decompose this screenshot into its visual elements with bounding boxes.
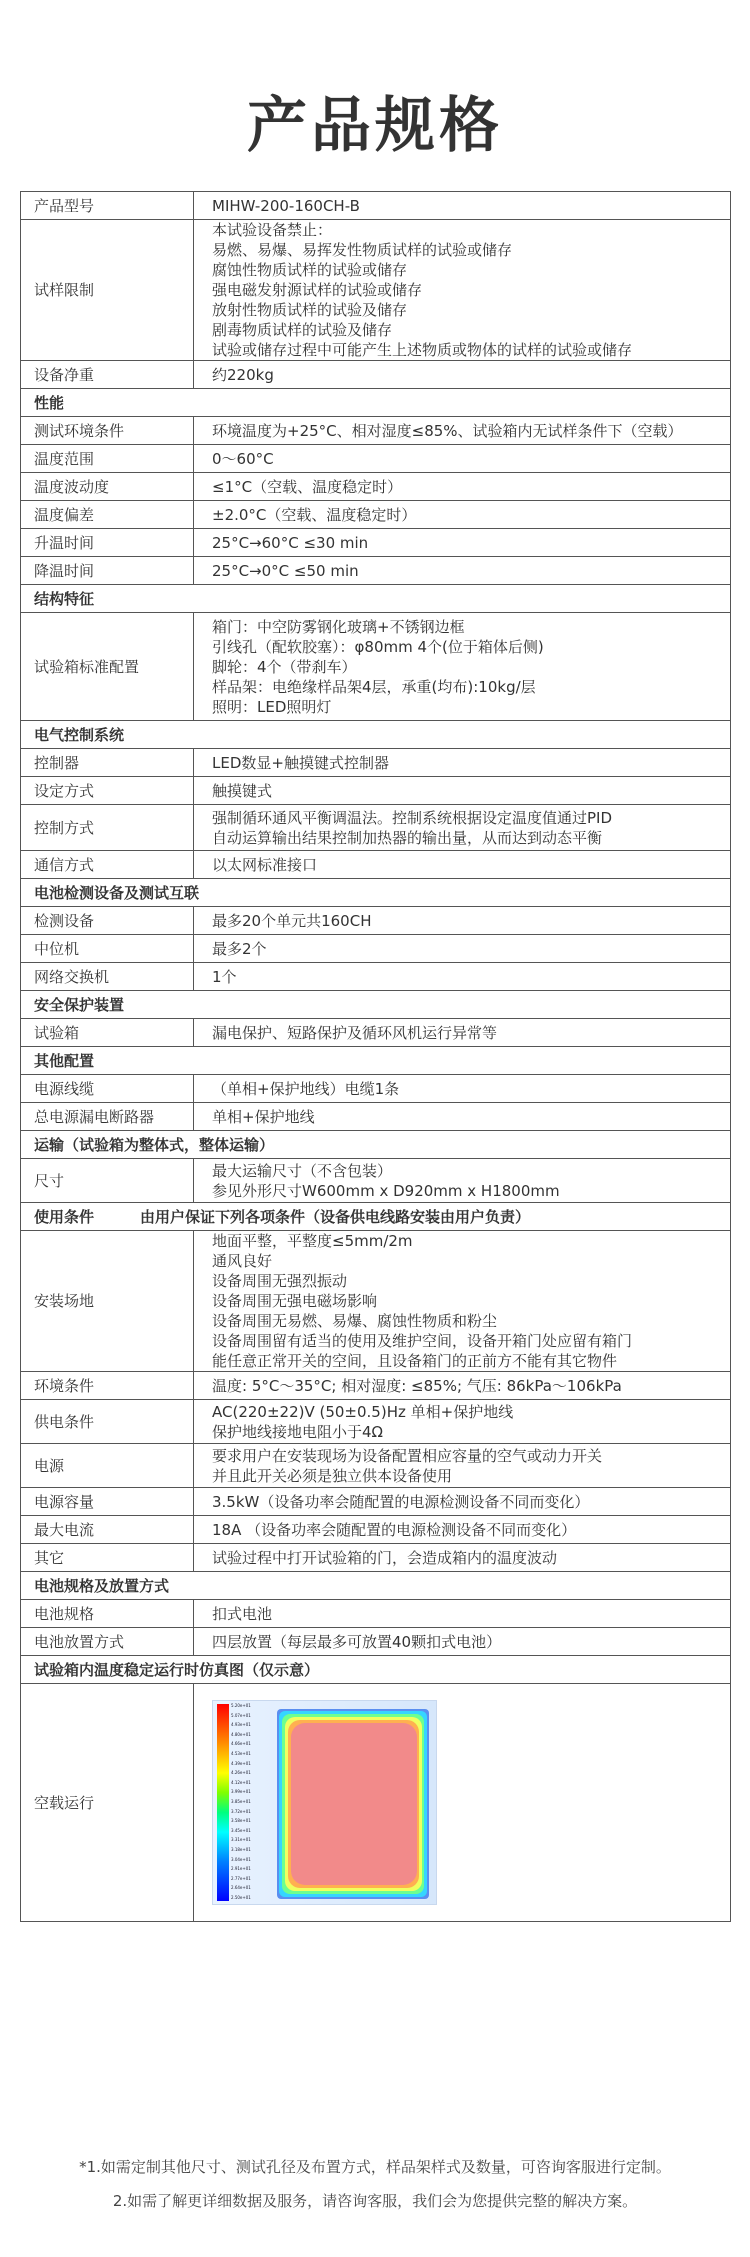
spec-label: 试验箱标准配置 bbox=[21, 613, 194, 721]
spec-label: 其它 bbox=[21, 1544, 194, 1572]
section-label: 其他配置 bbox=[34, 1051, 95, 1070]
spec-value-line: （单相+保护地线）电缆1条 bbox=[212, 1079, 400, 1098]
scale-label: 4.12e+01 bbox=[231, 1779, 251, 1785]
spec-value-line: 能任意正常开关的空间，且设备箱门的正前方不能有其它物件 bbox=[212, 1352, 618, 1370]
spec-value bbox=[194, 777, 731, 805]
section-header bbox=[21, 721, 731, 749]
spec-row bbox=[21, 1544, 731, 1572]
spec-row bbox=[21, 1372, 731, 1400]
footnote-2: 2.如需了解更详细数据及服务，请咨询客服，我们会为您提供完整的解决方案。 bbox=[112, 2192, 638, 2210]
scale-label: 3.58e+01 bbox=[231, 1818, 251, 1824]
spec-value bbox=[194, 749, 731, 777]
spec-value-line: 并且此开关必须是独立供本设备使用 bbox=[212, 1466, 453, 1485]
spec-label: 产品型号 bbox=[21, 192, 194, 220]
spec-row bbox=[21, 1600, 731, 1628]
section-title bbox=[21, 1572, 731, 1600]
spec-value-line: 自动运算输出结果控制加热器的输出量，从而达到动态平衡 bbox=[212, 828, 603, 847]
section-title bbox=[21, 1656, 731, 1684]
section-header bbox=[21, 879, 731, 907]
spec-label: 电池规格 bbox=[21, 1600, 194, 1628]
spec-table bbox=[20, 191, 731, 1922]
spec-value-line: 强制循环通风平衡调温法。控制系统根据设定温度值通过PID bbox=[212, 808, 613, 827]
spec-value bbox=[194, 1103, 731, 1131]
spec-value-line: 3.5kW（设备功率会随配置的电源检测设备不同而变化） bbox=[212, 1492, 590, 1511]
scale-label: 4.39e+01 bbox=[231, 1760, 251, 1766]
scale-label: 2.50e+01 bbox=[231, 1895, 251, 1900]
section-label: 电池检测设备及测试互联 bbox=[34, 883, 200, 902]
spec-value-line: 通风良好 bbox=[212, 1252, 273, 1270]
spec-value-line: 脚轮：4个（带刹车） bbox=[212, 657, 357, 676]
spec-value bbox=[194, 1075, 731, 1103]
spec-value-line: 箱门：中空防雾钢化玻璃+不锈钢边框 bbox=[212, 617, 465, 636]
scale-label: 4.53e+01 bbox=[231, 1751, 251, 1756]
spec-value-line: 设备周围无强烈振动 bbox=[212, 1272, 348, 1290]
spec-value-line: 温度: 5°C～35°C; 相对湿度: ≤85%; 气压: 86kPa～106kPa bbox=[212, 1376, 622, 1395]
section-title bbox=[21, 991, 731, 1019]
spec-value bbox=[194, 361, 731, 389]
spec-label: 环境条件 bbox=[21, 1372, 194, 1400]
spec-value bbox=[194, 851, 731, 879]
section-header bbox=[21, 585, 731, 613]
spec-label: 试验箱 bbox=[21, 1019, 194, 1047]
spec-value-line: 设备周围无强电磁场影响 bbox=[212, 1292, 378, 1310]
spec-value-line: 设备周围留有适当的使用及维护空间，设备开箱门处应留有箱门 bbox=[212, 1332, 633, 1350]
spec-value-line: 扣式电池 bbox=[212, 1604, 273, 1623]
spec-label: 设备净重 bbox=[21, 361, 194, 389]
section-label: 电池规格及放置方式 bbox=[34, 1576, 170, 1595]
spec-value-line: 地面平整，平整度≤5mm/2m bbox=[212, 1232, 413, 1250]
spec-row bbox=[21, 529, 731, 557]
spec-label: 空载运行 bbox=[21, 1684, 194, 1922]
spec-row bbox=[21, 220, 731, 361]
temperature-field bbox=[277, 1709, 429, 1899]
scale-label: 3.04e+01 bbox=[231, 1856, 251, 1862]
scale-label: 3.31e+01 bbox=[231, 1837, 251, 1843]
spec-label: 供电条件 bbox=[21, 1400, 194, 1444]
spec-row bbox=[21, 557, 731, 585]
spec-row bbox=[21, 361, 731, 389]
spec-label: 最大电流 bbox=[21, 1516, 194, 1544]
spec-value-line: AC(220±22)V (50±0.5)Hz 单相+保护地线 bbox=[212, 1402, 514, 1421]
spec-label: 测试环境条件 bbox=[21, 417, 194, 445]
spec-value-line: 强电磁发射源试样的试验或储存 bbox=[212, 281, 423, 299]
spec-value bbox=[194, 805, 731, 851]
spec-row bbox=[21, 749, 731, 777]
section-label: 结构特征 bbox=[34, 589, 95, 608]
spec-value-line: 腐蚀性物质试样的试验或储存 bbox=[212, 261, 408, 279]
spec-value bbox=[194, 1019, 731, 1047]
section-label: 安全保护装置 bbox=[34, 995, 125, 1014]
section-title bbox=[21, 879, 731, 907]
scale-label: 4.66e+01 bbox=[231, 1741, 251, 1747]
spec-value bbox=[194, 1372, 731, 1400]
spec-label: 中位机 bbox=[21, 935, 194, 963]
spec-value-line: 25°C→0°C ≤50 min bbox=[212, 561, 359, 580]
scale-label: 3.99e+01 bbox=[231, 1789, 251, 1795]
spec-row bbox=[21, 1019, 731, 1047]
section-title bbox=[21, 1047, 731, 1075]
spec-label: 网络交换机 bbox=[21, 963, 194, 991]
spec-label: 电源 bbox=[21, 1444, 194, 1488]
footnote-1: *1.如需定制其他尺寸、测试孔径及布置方式，样品架样式及数量，可咨询客服进行定制。 bbox=[79, 2158, 671, 2176]
spec-value-line: 以太网标准接口 bbox=[212, 855, 318, 874]
spec-row bbox=[21, 501, 731, 529]
section-title bbox=[21, 389, 731, 417]
spec-value-line: 25°C→60°C ≤30 min bbox=[212, 533, 369, 552]
spec-label: 试样限制 bbox=[21, 220, 194, 361]
spec-value-line: 单相+保护地线 bbox=[212, 1107, 315, 1126]
scale-label: 2.77e+01 bbox=[231, 1875, 251, 1881]
section-title bbox=[21, 1203, 731, 1231]
spec-row bbox=[21, 445, 731, 473]
spec-value-line: 放射性物质试样的试验及储存 bbox=[212, 301, 408, 319]
section-title bbox=[21, 721, 731, 749]
spec-value bbox=[194, 907, 731, 935]
spec-label: 温度波动度 bbox=[21, 473, 194, 501]
spec-value bbox=[194, 1684, 731, 1922]
spec-value bbox=[194, 1516, 731, 1544]
spec-value bbox=[194, 1600, 731, 1628]
spec-value bbox=[194, 417, 731, 445]
spec-value bbox=[194, 613, 731, 721]
spec-value-line: 试验或储存过程中可能产生上述物质或物体的试样的试验或储存 bbox=[212, 341, 633, 359]
spec-value-line: 1个 bbox=[212, 967, 237, 986]
spec-value bbox=[194, 1544, 731, 1572]
spec-value-line: 易燃、易爆、易挥发性物质试样的试验或储存 bbox=[212, 241, 513, 259]
spec-value-line: 最多2个 bbox=[212, 939, 267, 958]
spec-value-line: 引线孔（配软胶塞）：φ80mm 4个(位于箱体后侧) bbox=[212, 637, 544, 656]
spec-value bbox=[194, 529, 731, 557]
section-title bbox=[21, 585, 731, 613]
spec-row bbox=[21, 1075, 731, 1103]
spec-label: 温度偏差 bbox=[21, 501, 194, 529]
spec-label: 温度范围 bbox=[21, 445, 194, 473]
section-header bbox=[21, 1572, 731, 1600]
spec-row bbox=[21, 1684, 731, 1922]
spec-label: 电源容量 bbox=[21, 1488, 194, 1516]
spec-value bbox=[194, 473, 731, 501]
scale-label: 3.45e+01 bbox=[231, 1827, 251, 1833]
spec-value-line: 保护地线接地电阻小于4Ω bbox=[212, 1422, 384, 1441]
spec-value-line: 剧毒物质试样的试验及储存 bbox=[212, 321, 393, 339]
spec-value-line: 样品架：电绝缘样品架4层，承重(均布):10kg/层 bbox=[212, 677, 536, 696]
temperature-simulation-image bbox=[212, 1700, 437, 1905]
spec-label: 升温时间 bbox=[21, 529, 194, 557]
color-scale-bar bbox=[217, 1704, 229, 1901]
spec-label: 控制方式 bbox=[21, 805, 194, 851]
spec-value-line: ≤1°C（空载、温度稳定时） bbox=[212, 477, 403, 496]
spec-value-line: 本试验设备禁止： bbox=[212, 221, 333, 239]
section-header bbox=[21, 1203, 731, 1231]
spec-label: 安装场地 bbox=[21, 1231, 194, 1372]
scale-label: 5.20e+01 bbox=[231, 1703, 251, 1708]
section-label: 运输（试验箱为整体式，整体运输） bbox=[34, 1135, 275, 1154]
spec-value bbox=[194, 557, 731, 585]
spec-label: 尺寸 bbox=[21, 1159, 194, 1203]
page-title: 产品规格 bbox=[247, 91, 503, 161]
spec-value-line: 18A （设备功率会随配置的电源检测设备不同而变化） bbox=[212, 1520, 577, 1539]
spec-row bbox=[21, 805, 731, 851]
spec-row bbox=[21, 1488, 731, 1516]
section-label: 电气控制系统 bbox=[34, 725, 125, 744]
spec-row bbox=[21, 192, 731, 220]
section-sublabel: 由用户保证下列各项条件（设备供电线路安装由用户负责） bbox=[140, 1207, 531, 1226]
spec-row bbox=[21, 1159, 731, 1203]
spec-label: 设定方式 bbox=[21, 777, 194, 805]
scale-label: 2.64e+01 bbox=[231, 1885, 251, 1891]
section-header bbox=[21, 1131, 731, 1159]
footnotes bbox=[0, 2150, 750, 2218]
section-label: 试验箱内温度稳定运行时仿真图（仅示意） bbox=[34, 1660, 320, 1679]
spec-row bbox=[21, 777, 731, 805]
spec-value bbox=[194, 501, 731, 529]
scale-label: 3.72e+01 bbox=[231, 1808, 251, 1814]
spec-value bbox=[194, 1628, 731, 1656]
scale-label: 2.91e+01 bbox=[231, 1866, 251, 1872]
spec-value-line: ±2.0°C（空载、温度稳定时） bbox=[212, 505, 417, 524]
spec-label: 降温时间 bbox=[21, 557, 194, 585]
spec-value bbox=[194, 1488, 731, 1516]
section-header bbox=[21, 1656, 731, 1684]
scale-label: 4.93e+01 bbox=[231, 1722, 251, 1728]
spec-row bbox=[21, 417, 731, 445]
spec-label: 电池放置方式 bbox=[21, 1628, 194, 1656]
spec-value bbox=[194, 445, 731, 473]
spec-value-line: 约220kg bbox=[212, 365, 274, 384]
spec-row bbox=[21, 473, 731, 501]
spec-label: 控制器 bbox=[21, 749, 194, 777]
section-header bbox=[21, 991, 731, 1019]
section-title bbox=[21, 1131, 731, 1159]
spec-value-line: 照明：LED照明灯 bbox=[212, 697, 332, 716]
spec-value-line: 漏电保护、短路保护及循环风机运行异常等 bbox=[212, 1023, 498, 1042]
scale-label: 3.85e+01 bbox=[231, 1799, 251, 1804]
spec-value-line: 四层放置（每层最多可放置40颗扣式电池） bbox=[212, 1632, 502, 1651]
spec-value bbox=[194, 1231, 731, 1372]
spec-row bbox=[21, 1516, 731, 1544]
scale-label: 4.80e+01 bbox=[231, 1731, 251, 1737]
spec-row bbox=[21, 613, 731, 721]
section-label: 使用条件 bbox=[34, 1207, 95, 1226]
spec-row bbox=[21, 851, 731, 879]
spec-value-line: 最多20个单元共160CH bbox=[212, 911, 372, 930]
spec-value-line: 试验过程中打开试验箱的门，会造成箱内的温度波动 bbox=[212, 1548, 558, 1567]
spec-value-line: 要求用户在安装现场为设备配置相应容量的空气或动力开关 bbox=[212, 1446, 603, 1465]
spec-value bbox=[194, 192, 731, 220]
spec-label: 通信方式 bbox=[21, 851, 194, 879]
spec-row bbox=[21, 907, 731, 935]
spec-label: 总电源漏电断路器 bbox=[21, 1103, 194, 1131]
spec-value-line: MIHW-200-160CH-B bbox=[212, 196, 360, 215]
spec-value-line: 参见外形尺寸W600mm x D920mm x H1800mm bbox=[212, 1181, 560, 1200]
spec-value bbox=[194, 1159, 731, 1203]
spec-value bbox=[194, 220, 731, 361]
spec-row bbox=[21, 963, 731, 991]
spec-label: 检测设备 bbox=[21, 907, 194, 935]
spec-value-line: 设备周围无易燃、易爆、腐蚀性物质和粉尘 bbox=[212, 1312, 498, 1330]
spec-value-line: 0～60°C bbox=[212, 449, 274, 468]
spec-value-line: 环境温度为+25°C、相对湿度≤85%、试验箱内无试样条件下（空载） bbox=[212, 421, 683, 440]
spec-row bbox=[21, 935, 731, 963]
spec-row bbox=[21, 1103, 731, 1131]
spec-row bbox=[21, 1628, 731, 1656]
spec-row bbox=[21, 1231, 731, 1372]
scale-label: 4.26e+01 bbox=[231, 1770, 251, 1776]
section-label: 性能 bbox=[34, 393, 65, 412]
spec-label: 电源线缆 bbox=[21, 1075, 194, 1103]
spec-value-line: LED数显+触摸键式控制器 bbox=[212, 753, 389, 772]
section-header bbox=[21, 389, 731, 417]
spec-row bbox=[21, 1400, 731, 1444]
spec-value bbox=[194, 935, 731, 963]
spec-value-line: 触摸键式 bbox=[212, 781, 273, 800]
spec-value bbox=[194, 963, 731, 991]
section-header bbox=[21, 1047, 731, 1075]
spec-value bbox=[194, 1400, 731, 1444]
scale-label: 3.18e+01 bbox=[231, 1847, 251, 1852]
spec-value-line: 最大运输尺寸（不含包装） bbox=[212, 1161, 393, 1180]
spec-value bbox=[194, 1444, 731, 1488]
spec-row bbox=[21, 1444, 731, 1488]
scale-label: 5.07e+01 bbox=[231, 1712, 251, 1718]
